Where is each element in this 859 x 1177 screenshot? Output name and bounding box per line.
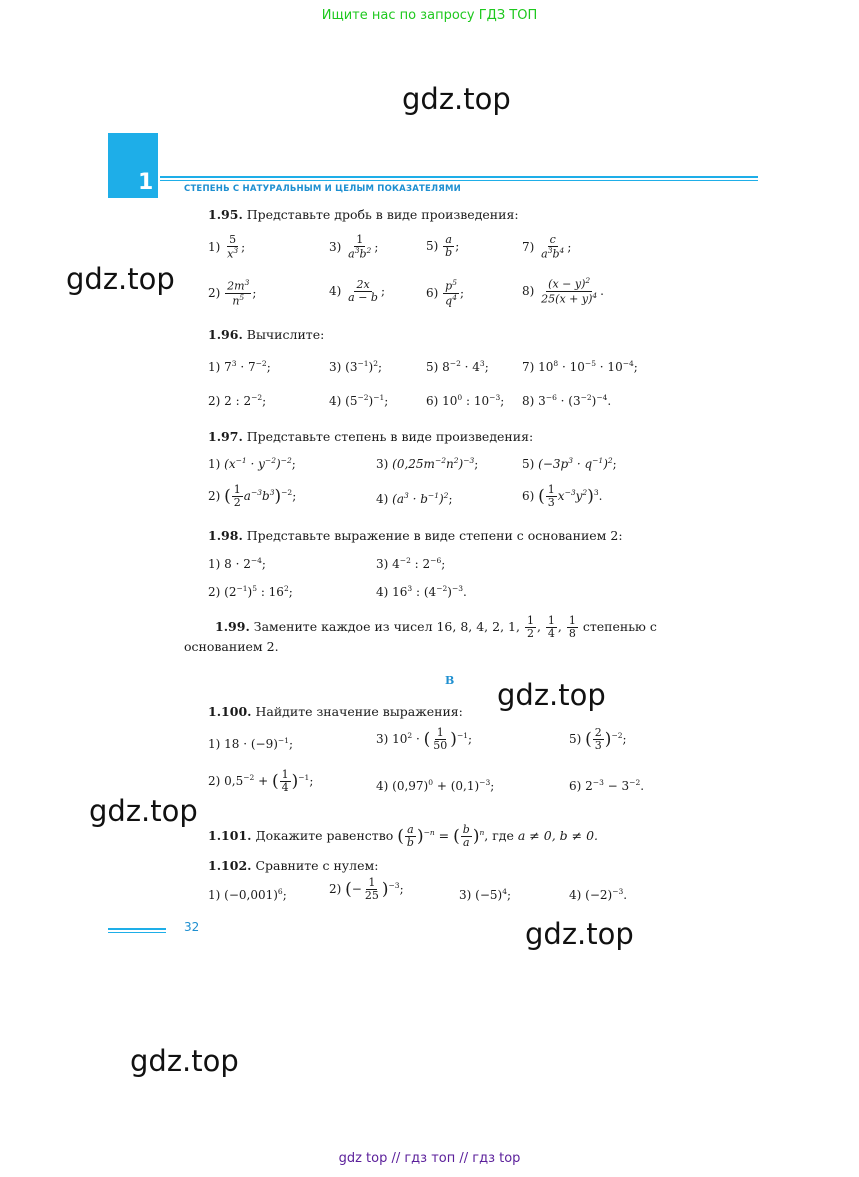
watermark: gdz.top (402, 82, 511, 116)
footer-rule (108, 932, 166, 933)
exercise-item: 6) $10^0$ : $10^{-3}$; (426, 393, 505, 408)
search-banner[interactable]: Ищите нас по запросу ГДЗ ТОП (321, 8, 538, 23)
problem-number: 1.97. (208, 429, 243, 444)
problem-heading (208, 327, 324, 342)
watermark: gdz.top (525, 917, 634, 951)
problem-text: Замените каждое из чисел 16, 8, 4, 2, 1, (253, 619, 520, 635)
problem-number: 1.101. (208, 828, 252, 844)
exercise-item: 3) $10^2$ · ( $\frac{1}{50}$ )$^{-1}$; (376, 726, 473, 753)
problem-heading: 1.101. Докажите равенство ( $\frac{a}{b}$ )$^{-n}$ = ( $\frac{b}{a}$ )$^n$, где a ≠ 0, b ≠ 0. (208, 823, 598, 850)
exercise-item: 3) $(3^{-1})^2$; (329, 359, 383, 374)
problem-heading (208, 528, 623, 543)
exercise-item: 2) 2 : $2^{-2}$; (208, 393, 267, 408)
problem-number: 1.102. (208, 858, 252, 873)
watermark: gdz.top (89, 794, 198, 828)
chapter-number: 1 (138, 170, 154, 195)
problem-heading (208, 704, 463, 719)
exercise-item: 2) ( $\frac{1}{2}$ $a^{-3}b^3)^{-2}$; (208, 483, 297, 510)
problem-heading (208, 858, 378, 873)
exercise-item: 5) $8^{-2} \cdot 4^3$; (426, 359, 489, 374)
problem-text: Докажите равенство (255, 828, 394, 844)
exercise-item: 4) $(0,97)^0 + (0,1)^{-3}$; (376, 778, 495, 793)
chapter-title: СТЕПЕНЬ С НАТУРАЛЬНЫМ И ЦЕЛЫМ ПОКАЗАТЕЛЯМИ (184, 184, 461, 194)
exercise-item: 2) $(2^{-1})^5$ : $16^2$; (208, 584, 293, 599)
exercise-item: 5) $(-3p^3 \cdot q^{-1})^2$; (522, 456, 617, 471)
watermark: gdz.top (497, 678, 606, 712)
exercise-item: 1) $(-0,001)^6$; (208, 887, 287, 902)
section-letter: В (445, 674, 455, 687)
watermark: gdz.top (66, 262, 175, 296)
problem-text: Представьте выражение в виде степени с основанием 2: (246, 528, 623, 543)
exercise-item: 8) $3^{-6} \cdot (3^{-2})^{-4}$. (522, 393, 612, 408)
exercise-item: 2) (− $\frac{1}{25}$ )$^{-3}$; (329, 876, 404, 903)
exercise-item: 5) $\frac{a}{b}$ ; (426, 233, 460, 260)
exercise-item: 8) $\frac{(x - y)^2}{25(x + y)^4}$ . (522, 276, 604, 306)
problem-condition: a ≠ 0, b ≠ 0. (517, 828, 598, 844)
problem-number: 1.96. (208, 327, 243, 342)
problem-text: Вычислите: (246, 327, 325, 342)
problem-number: 1.99. (215, 619, 250, 635)
problem-heading (208, 429, 533, 444)
exercise-item: 2) $0,5^{-2}$ + ( $\frac{1}{4}$ )$^{-1}$; (208, 768, 314, 795)
exercise-item: 7) $10^8 \cdot 10^{-5} \cdot 10^{-4}$; (522, 359, 638, 374)
exercise-item: 6) $\frac{p^5}{q^4}$ ; (426, 278, 465, 308)
problem-text: степенью с (582, 619, 657, 635)
problem-number: 1.100. (208, 704, 252, 719)
exercise-item: 4) $16^3$ : $(4^{-2})^{-3}$. (376, 584, 467, 599)
problem-text: Представьте степень в виде произведения: (246, 429, 534, 444)
exercise-item: 6) $2^{-3} - 3^{-2}$. (569, 778, 645, 793)
problem-number: 1.95. (208, 207, 243, 222)
exercise-item: 1) $7^3 \cdot 7^{-2}$; (208, 359, 271, 374)
exercise-item: 6) ( $\frac{1}{3}$ $x^{-3}y^2)^3$. (522, 483, 603, 510)
exercise-item: 3) $(0,25m^{-2}n^2)^{-3}$; (376, 456, 479, 471)
problem-heading (208, 207, 519, 222)
problem-text: Сравните с нулем: (255, 858, 379, 873)
exercise-item: 3) $(-5)^4$; (459, 887, 512, 902)
header-rule (160, 180, 758, 181)
exercise-item: 4) $\frac{2x}{a - b}$ ; (329, 278, 386, 305)
exercise-item: 3) $4^{-2}$ : $2^{-6}$; (376, 556, 446, 571)
problem-heading: 1.99. Замените каждое из чисел 16, 8, 4, 2, 1, $\frac{1}{2}$ , $\frac{1}{4}$ , $\frac{1}{8}$ степенью с (215, 614, 657, 641)
exercise-item: 7) $\frac{c}{a^3b^4}$ ; (522, 233, 572, 261)
problem-text: , где (484, 828, 514, 844)
exercise-item: 4) $(-2)^{-3}$. (569, 887, 628, 902)
exercise-item: 1) $\frac{5}{x^3}$ ; (208, 233, 246, 261)
watermark: gdz.top (130, 1044, 239, 1078)
header-rule (160, 176, 758, 178)
footer-rule (108, 928, 166, 930)
page-number: 32 (184, 920, 200, 934)
exercise-item: 5) ( $\frac{2}{3}$ )$^{-2}$; (569, 726, 627, 753)
problem-number: 1.98. (208, 528, 243, 543)
exercise-item: 1) $(x^{-1} \cdot y^{-2})^{-2}$; (208, 456, 296, 471)
exercise-item: 3) $\frac{1}{a^3b^2}$ ; (329, 233, 379, 261)
problem-text: Найдите значение выражения: (255, 704, 463, 719)
problem-text-continued: основанием 2. (184, 639, 279, 654)
exercise-item: 1) $18 \cdot (-9)^{-1}$; (208, 736, 294, 751)
exercise-item: 4) $(5^{-2})^{-1}$; (329, 393, 389, 408)
exercise-item: 2) $\frac{2m^3}{n^5}$ ; (208, 278, 257, 308)
exercise-item: 4) $(a^3 \cdot b^{-1})^2$; (376, 491, 453, 506)
problem-text: Представьте дробь в виде произведения: (246, 207, 519, 222)
exercise-item: 1) $8 \cdot 2^{-4}$; (208, 556, 266, 571)
footer-links[interactable]: gdz top // гдз топ // гдз top (338, 1151, 521, 1166)
